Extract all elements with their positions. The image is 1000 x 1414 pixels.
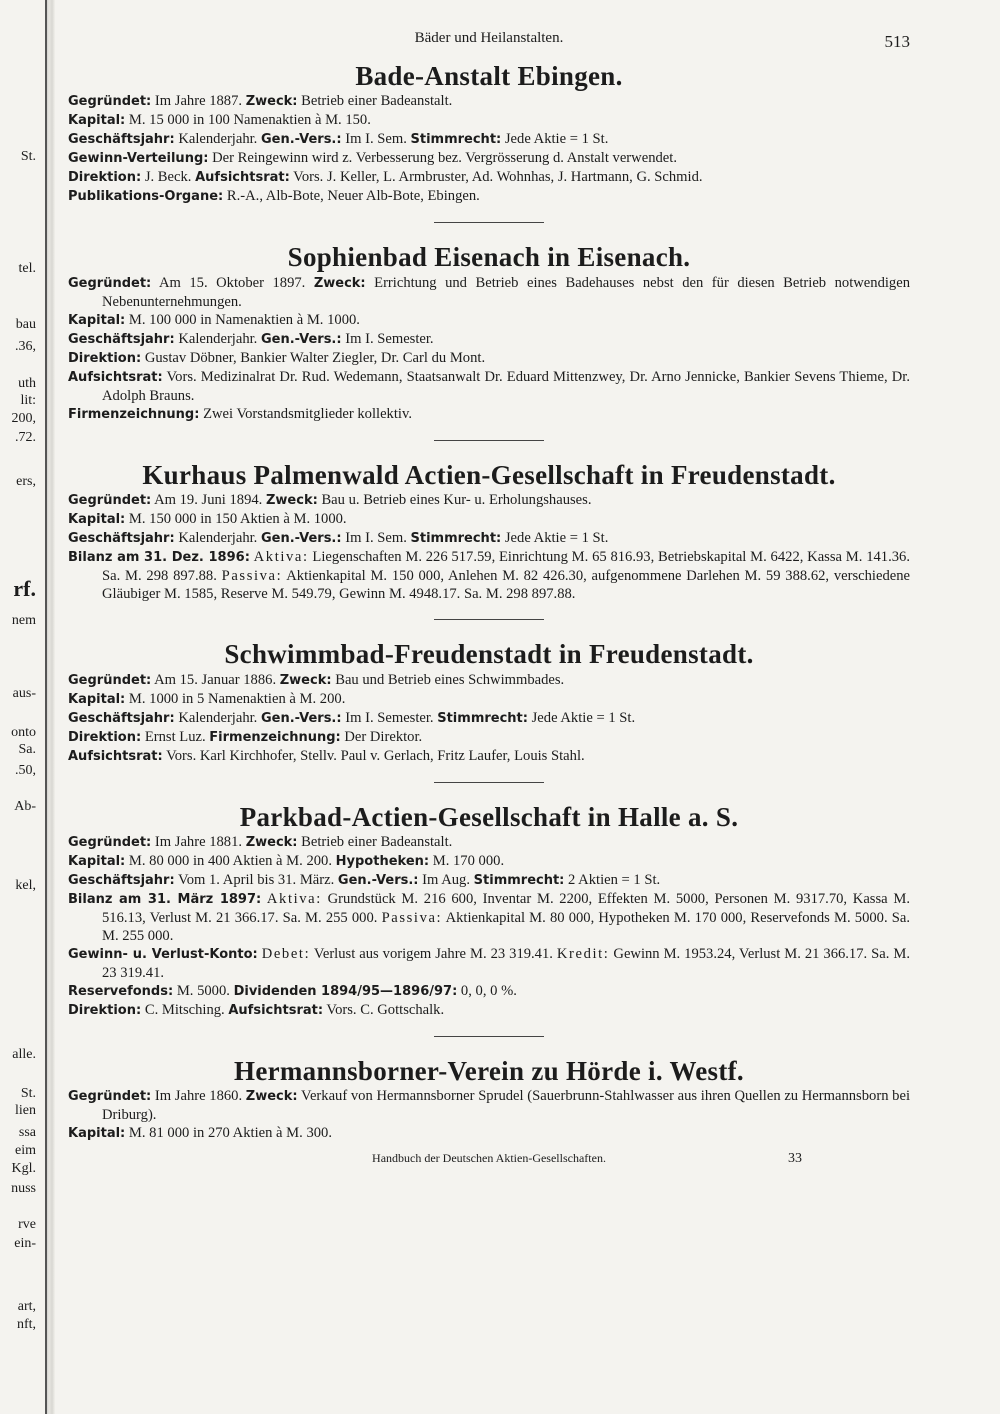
field-text: Bau u. Betrieb eines Kur- u. Erholungshauses. bbox=[317, 492, 592, 509]
field-label: Dividenden 1894/95—1896/97: bbox=[233, 983, 458, 999]
section-divider bbox=[434, 1036, 544, 1037]
margin-fragment: rve bbox=[18, 1217, 36, 1232]
entry-field bbox=[68, 548, 910, 603]
entry-field bbox=[68, 1124, 910, 1143]
entry-field bbox=[68, 274, 910, 311]
field-text: Im I. Sem. bbox=[341, 131, 411, 148]
field-label: Kapital: bbox=[68, 853, 126, 869]
field-text: R.-A., Alb-Bote, Neuer Alb-Bote, Ebingen. bbox=[223, 188, 480, 205]
entry-field bbox=[68, 871, 910, 890]
section-divider bbox=[434, 619, 544, 620]
entry-field bbox=[68, 728, 910, 747]
spaced-label: Passiva: bbox=[381, 909, 443, 926]
margin-fragment: St. bbox=[20, 149, 36, 164]
field-label: Gen.-Vers.: bbox=[260, 710, 342, 726]
field-label: Publikations-Organe: bbox=[68, 189, 224, 205]
field-text: M. 100 000 in Namenaktien à M. 1000. bbox=[125, 311, 360, 328]
field-text: Grundstück M. 216 600, Inventar M. 2200, Effekten M. 5000, Personen M. 9317.70, Kassa M. 516.13, Verlust M. 21 366.17. Sa. M. 255 000. bbox=[102, 890, 910, 926]
company-entry bbox=[68, 638, 910, 765]
company-entry bbox=[68, 241, 910, 423]
field-label: Aufsichtsrat: bbox=[228, 1002, 324, 1018]
margin-fragment: .50, bbox=[15, 763, 36, 778]
entry-field bbox=[68, 529, 910, 548]
margin-fragment: St. bbox=[20, 1086, 36, 1101]
field-text: M. 80 000 in 400 Aktien à M. 200. bbox=[125, 852, 336, 869]
margin-fragment: tel. bbox=[18, 261, 36, 276]
field-text: Kalenderjahr. bbox=[174, 709, 261, 726]
field-label: Gegründet: bbox=[68, 1089, 152, 1105]
field-text: Kalenderjahr. bbox=[174, 330, 261, 347]
entry-field bbox=[68, 747, 910, 766]
margin-fragment: alle. bbox=[12, 1047, 36, 1062]
field-text: Im I. Semester. bbox=[341, 709, 438, 726]
field-text: Vors. C. Gottschalk. bbox=[323, 1001, 445, 1018]
field-label: Stimmrecht: bbox=[410, 531, 502, 547]
field-text: J. Beck. bbox=[141, 169, 196, 186]
field-label: Gen.-Vers.: bbox=[337, 872, 419, 888]
field-label: Zweck: bbox=[265, 493, 318, 509]
field-label: Geschäftsjahr: bbox=[68, 531, 175, 547]
field-text: M. 1000 in 5 Namenaktien à M. 200. bbox=[125, 690, 346, 707]
margin-fragment: uth bbox=[18, 376, 36, 391]
page-footer bbox=[68, 1151, 910, 1166]
field-label: Stimmrecht: bbox=[410, 132, 502, 148]
field-label: Gen.-Vers.: bbox=[260, 132, 342, 148]
margin-fragment: Kgl. bbox=[11, 1161, 36, 1176]
field-text: M. 5000. bbox=[173, 982, 234, 999]
margin-fragment: kel, bbox=[15, 878, 36, 893]
field-label: Gen.-Vers.: bbox=[260, 331, 342, 347]
spaced-label: Passiva: bbox=[221, 568, 283, 585]
field-label: Stimmrecht: bbox=[473, 872, 565, 888]
margin-fragment: .72. bbox=[15, 430, 36, 445]
page-number: 513 bbox=[884, 32, 910, 51]
field-text: Am 19. Juni 1894. bbox=[151, 492, 266, 509]
field-label: Aufsichtsrat: bbox=[68, 369, 163, 385]
margin-fragment: ers, bbox=[16, 474, 36, 489]
section-divider bbox=[434, 222, 544, 223]
company-title: Parkbad-Actien-Gesellschaft in Halle a. S. bbox=[239, 801, 739, 832]
field-label: Gegründet: bbox=[68, 672, 152, 688]
margin-fragment: nuss bbox=[11, 1181, 36, 1196]
entry-field bbox=[68, 671, 910, 690]
company-title: Schwimmbad-Freudenstadt in Freudenstadt. bbox=[224, 639, 754, 670]
field-text: Im I. Sem. bbox=[341, 530, 411, 547]
field-label: Bilanz am 31. Dez. 1896: bbox=[68, 550, 250, 566]
section-divider bbox=[434, 440, 544, 441]
field-label: Gegründet: bbox=[68, 94, 152, 110]
margin-fragment: nem bbox=[11, 613, 36, 628]
field-text: Der Reingewinn wird z. Verbesserung bez. Vergrösserung d. Anstalt verwendet. bbox=[208, 150, 677, 167]
field-text: Vors. Karl Kirchhofer, Stellv. Paul v. Gerlach, Fritz Laufer, Louis Stahl. bbox=[162, 747, 585, 764]
margin-fragment: ein- bbox=[14, 1236, 36, 1251]
field-text: Vors. J. Keller, L. Armbruster, Ad. Wohnhas, J. Hartmann, G. Schmid. bbox=[289, 169, 703, 186]
field-text: M. 81 000 in 270 Aktien à M. 300. bbox=[125, 1125, 332, 1142]
field-text: Zwei Vorstandsmitglieder kollektiv. bbox=[199, 405, 412, 422]
company-title: Hermannsborner-Verein zu Hörde i. Westf. bbox=[234, 1055, 744, 1086]
footer-publication: Handbuch der Deutschen Aktien-Gesellschaften. bbox=[372, 1151, 606, 1166]
field-label: Gewinn- u. Verlust-Konto: bbox=[68, 946, 258, 962]
margin-fragment: Sa. bbox=[18, 742, 36, 757]
entry-field bbox=[68, 833, 910, 852]
entry-field bbox=[68, 945, 910, 982]
entry-field bbox=[68, 1001, 910, 1020]
margin-fragment: .36, bbox=[15, 339, 36, 354]
field-text: Liegenschaften M. 226 517.59, Einrichtung M. 65 816.93, Betriebskapital M. 6422, Kassa M. 141.36. Sa. M. 298 897.88. bbox=[102, 549, 910, 585]
entry-field bbox=[68, 982, 910, 1001]
field-label: Kapital: bbox=[68, 691, 126, 707]
margin-fragment: art, bbox=[17, 1299, 36, 1314]
field-label: Kapital: bbox=[68, 512, 126, 528]
spaced-label: Kredit: bbox=[556, 945, 610, 962]
field-text: Im Jahre 1887. bbox=[151, 93, 246, 110]
company-entry bbox=[68, 801, 910, 1020]
spaced-label: Debet: bbox=[261, 945, 311, 962]
field-text: Verkauf von Hermannsborner Sprudel (Sauerbrunn-Stahlwasser aus ihren Quellen zu Hermannsborn bei Driburg). bbox=[102, 1088, 910, 1124]
field-text: Im Aug. bbox=[418, 871, 474, 888]
field-text: Verlust aus vorigem Jahre M. 23 319.41. bbox=[310, 945, 557, 962]
entry-field bbox=[68, 510, 910, 529]
field-text: M. 150 000 in 150 Aktien à M. 1000. bbox=[125, 511, 347, 528]
field-text: Betrieb einer Badeanstalt. bbox=[297, 93, 453, 110]
margin-fragment: lien bbox=[15, 1103, 36, 1118]
field-label: Zweck: bbox=[313, 275, 366, 291]
field-text: M. 170 000. bbox=[429, 852, 505, 869]
field-text: Errichtung und Betrieb eines Badehauses nebst den für diesen Betrieb notwendigen Nebenunternehmungen. bbox=[102, 274, 910, 310]
field-text: Jede Aktie = 1 St. bbox=[527, 709, 636, 726]
field-text: Jede Aktie = 1 St. bbox=[501, 530, 609, 547]
field-label: Aufsichtsrat: bbox=[68, 748, 163, 764]
field-text: Aktienkapital M. 80 000, Hypotheken M. 170 000, Reservefonds M. 5000. Sa. M. 255 000. bbox=[102, 909, 911, 944]
margin-fragment: rf. bbox=[13, 576, 36, 601]
field-label: Geschäftsjahr: bbox=[68, 872, 175, 888]
field-label: Geschäftsjahr: bbox=[68, 331, 175, 347]
company-entry bbox=[68, 1055, 910, 1143]
company-entry bbox=[68, 459, 910, 603]
field-text: Der Direktor. bbox=[340, 728, 423, 745]
entry-field bbox=[68, 405, 910, 424]
margin-fragment: lit: bbox=[20, 393, 36, 408]
margin-fragment: aus- bbox=[12, 686, 36, 701]
field-text: Bau und Betrieb eines Schwimmbades. bbox=[331, 671, 565, 688]
field-label: Direktion: bbox=[68, 170, 142, 186]
page bbox=[68, 30, 910, 1166]
field-label: Gegründet: bbox=[68, 834, 152, 850]
entry-field bbox=[68, 690, 910, 709]
field-text: M. 15 000 in 100 Namenaktien à M. 150. bbox=[125, 112, 371, 129]
signature-mark: 33 bbox=[788, 1151, 802, 1167]
margin-fragment: nft, bbox=[16, 1317, 36, 1332]
field-text: 2 Aktien = 1 St. bbox=[564, 871, 661, 888]
section-divider bbox=[434, 782, 544, 783]
field-text: Gewinn M. 1953.24, Verlust M. 21 366.17. Sa. M. 23 319.41. bbox=[102, 945, 910, 981]
spaced-label: Aktiva: bbox=[253, 549, 309, 566]
field-text: C. Mitsching. bbox=[141, 1001, 229, 1018]
margin-fragment: ssa bbox=[18, 1125, 36, 1140]
field-text: Vors. Medizinalrat Dr. Rud. Wedemann, Staatsanwalt Dr. Eduard Mittenzwey, Dr. Arno Jennicke, Bankier Sevens Thieme, Dr. Adolph Brauns. bbox=[102, 368, 910, 404]
field-label: Stimmrecht: bbox=[437, 710, 528, 726]
entry-field bbox=[68, 130, 910, 149]
company-title: Kurhaus Palmenwald Actien-Gesellschaft in Freudenstadt. bbox=[142, 459, 836, 490]
field-label: Kapital: bbox=[68, 1126, 126, 1142]
field-text: Im Jahre 1881. bbox=[151, 833, 246, 850]
field-text: Jede Aktie = 1 St. bbox=[501, 131, 609, 148]
company-entry bbox=[68, 60, 910, 206]
field-label: Zweck: bbox=[245, 834, 298, 850]
field-label: Reservefonds: bbox=[68, 983, 174, 999]
field-label: Gegründet: bbox=[68, 275, 152, 291]
binding-edge bbox=[45, 0, 55, 1414]
margin-fragment: bau bbox=[15, 317, 36, 332]
field-text: 0, 0, 0 %. bbox=[457, 982, 517, 999]
field-label: Zweck: bbox=[245, 1089, 298, 1105]
field-text: Betrieb einer Badeanstalt. bbox=[297, 833, 453, 850]
field-text: Aktienkapital M. 150 000, Anlehen M. 82 426.30, aufgenommene Darlehen M. 59 388.62, verschiedene Gläubiger M. 1585, Reserve M. 549.79, Gewinn M. 4948.17. Sa. M. 298 897.88. bbox=[102, 568, 911, 603]
field-text: Im I. Semester. bbox=[341, 330, 434, 347]
margin-fragment: onto bbox=[11, 725, 36, 740]
field-text: Gustav Döbner, Bankier Walter Ziegler, Dr. Carl du Mont. bbox=[141, 349, 486, 366]
field-label: Firmenzeichnung: bbox=[68, 406, 200, 422]
entry-field bbox=[68, 890, 910, 945]
field-label: Zweck: bbox=[279, 672, 332, 688]
entry-field bbox=[68, 368, 910, 405]
margin-fragment: 200, bbox=[11, 411, 36, 426]
entry-field bbox=[68, 187, 910, 206]
company-entries bbox=[68, 60, 910, 1143]
field-text: Am 15. Januar 1886. bbox=[151, 671, 280, 688]
field-label: Geschäftsjahr: bbox=[68, 132, 175, 148]
field-label: Aufsichtsrat: bbox=[195, 170, 290, 186]
entry-field bbox=[68, 852, 910, 871]
field-label: Geschäftsjahr: bbox=[68, 710, 175, 726]
field-label: Direktion: bbox=[68, 350, 142, 366]
entry-field bbox=[68, 349, 910, 368]
field-label: Direktion: bbox=[68, 1002, 142, 1018]
field-label: Direktion: bbox=[68, 729, 142, 745]
field-label: Kapital: bbox=[68, 113, 126, 129]
entry-field bbox=[68, 1087, 910, 1124]
spaced-label: Aktiva: bbox=[266, 890, 322, 907]
field-label: Hypotheken: bbox=[335, 853, 430, 869]
field-label: Zweck: bbox=[245, 94, 298, 110]
entry-field bbox=[68, 149, 910, 168]
field-label: Bilanz am 31. März 1897: bbox=[68, 891, 262, 907]
entry-field bbox=[68, 709, 910, 728]
running-header bbox=[68, 30, 910, 60]
field-label: Gegründet: bbox=[68, 493, 152, 509]
field-label: Gewinn-Verteilung: bbox=[68, 151, 209, 167]
field-label: Gen.-Vers.: bbox=[260, 531, 342, 547]
entry-field bbox=[68, 168, 910, 187]
field-label: Firmenzeichnung: bbox=[209, 729, 341, 745]
entry-field bbox=[68, 111, 910, 130]
field-label: Kapital: bbox=[68, 312, 126, 328]
margin-fragment: Ab- bbox=[14, 799, 36, 814]
entry-field bbox=[68, 330, 910, 349]
running-title: Bäder und Heilanstalten. bbox=[414, 30, 564, 46]
entry-field bbox=[68, 311, 910, 330]
entry-field bbox=[68, 92, 910, 111]
field-text: Im Jahre 1860. bbox=[151, 1088, 246, 1105]
field-text: Ernst Luz. bbox=[141, 728, 210, 745]
field-text: Am 15. Oktober 1897. bbox=[151, 274, 314, 291]
company-title: Bade-Anstalt Ebingen. bbox=[355, 61, 623, 91]
left-margin-fragments bbox=[0, 0, 42, 1414]
field-text: Kalenderjahr. bbox=[174, 131, 261, 148]
entry-field bbox=[68, 491, 910, 510]
company-title: Sophienbad Eisenach in Eisenach. bbox=[287, 242, 691, 273]
field-text: Kalenderjahr. bbox=[174, 530, 261, 547]
field-text: Vom 1. April bis 31. März. bbox=[174, 871, 338, 888]
margin-fragment: eim bbox=[15, 1143, 36, 1158]
